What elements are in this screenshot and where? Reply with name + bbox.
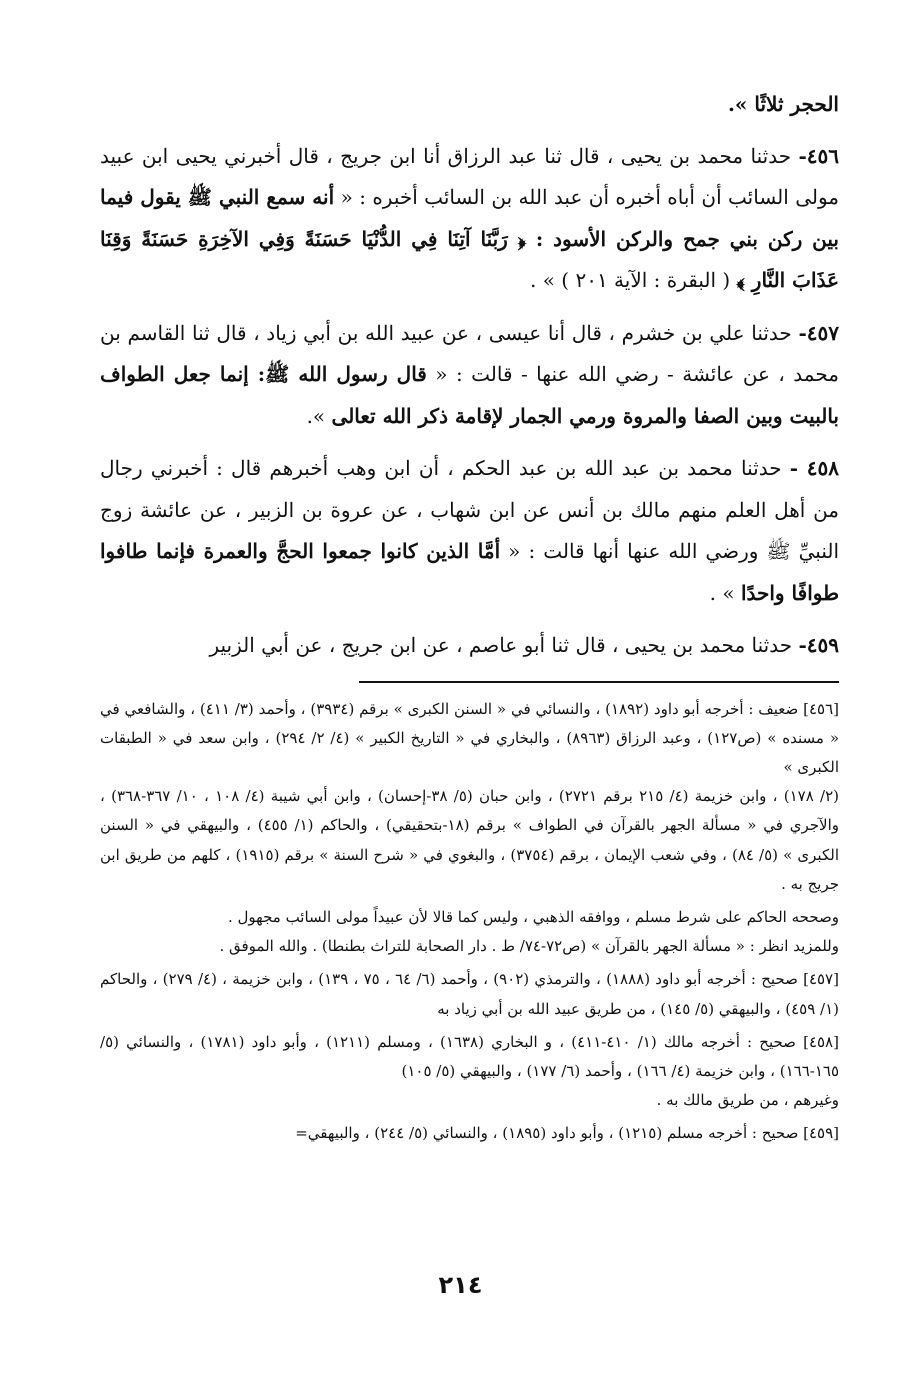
footnote-459: [٤٥٩] صحيح : أخرجه مسلم (١٢١٥) ، وأبو داود (١٨٩٥) ، والنسائي (٥/ ٢٤٤) ، والبيهقي= [295,1124,839,1143]
hadith-closing: ( البقرة : الآية ٢٠١ ) » . [529,268,731,292]
hadith-458 [100,448,839,614]
hadith-narration: حدثنا محمد بن يحيى ، قال ثنا أبو عاصم ، عن ابن جريج ، عن أبي الزبير [209,633,793,657]
hadith-number: ٤٥٨ - [789,456,840,480]
page-number: ٢١٤ [438,1271,483,1299]
hadith-closing: ». [306,403,326,428]
opening-line [100,84,839,126]
hadith-number: ٤٥٦- [798,143,839,168]
footnotes [100,695,839,1149]
hadith-narration: حدثنا علي بن خشرم ، قال أنا عيسى ، عن عبيد الله بن أبي زياد ، قال ثنا القاسم بن محمد ، عن عائشة - رضي الله عنها - قالت : « [100,320,839,386]
footnote-456-part3: وصححه الحاكم على شرط مسلم ، ووافقه الذهبي ، وليس كما قالا لأن عبيداً مولى السائب مجهول . [227,907,839,926]
hadith-closing: » . [709,580,735,605]
hadith-456 [100,136,839,302]
footnote-divider [359,681,839,683]
hadith-narration: حدثنا محمد بن يحيى ، قال ثنا عبد الرزاق أنا ابن جريج ، قال أخبرني يحيى ابن عبيد مولى السائب أن أباه أخبره أن عبد الله بن السائب أخبره : « [100,143,840,209]
hadith-narration: حدثنا محمد بن عبد الله بن عبد الحكم ، أن ابن وهب أخبرهم قال : أخبرني رجال من أهل العلم منهم مالك بن أنس عن ابن شهاب ، عن عروة بن الزبير ، عن عائشة زوج النبيِّ ﷺ ورضي الله عنها أنها قالت : « [100,456,840,563]
opening-text: الحجر ثلاثًا ». [727,92,839,116]
footnote-457: [٤٥٧] صحيح : أخرجه أبو داود (١٨٨٨) ، والترمذي (٩٠٢) ، وأحمد (٦/ ٦٤ ، ٧٥ ، ١٣٩) ، وابن خزيمة ، (٤/ ٢٧٩) ، والحاكم (١/ ٤٥٩) ، والبيهقي (٥/ ١٤٥) ، من طريق عبيد الله بن أبي زياد به [100,970,839,1018]
hadith-quote: أمَّا الذين كانوا جمعوا الحجَّ والعمرة فإنما طافوا طوافًا واحدًا [100,539,839,605]
hadith-459 [100,625,839,667]
footnote-458-part1: [٤٥٨] صحيح : أخرجه مالك (١/ ٤١٠-٤١١) ، و البخاري (١٦٣٨) ، ومسلم (١٢١١) ، وأبو داود (١٧٨١) ، والنسائي (٥/ ١٦٥-١٦٦) ، وابن خزيمة (٤/ ١٦٦) ، وأحمد (٦/ ١٧٧) ، والبيهقي (٥/ ١٠٥) [100,1032,839,1080]
hadith-number: ٤٥٩- [798,633,839,657]
hadith-quote: قال رسول الله ﷺ: إنما جعل الطواف بالبيت وبين الصفا والمروة ورمي الجمار لإقامة ذكر الله تعالى [100,362,839,428]
main-text [100,84,839,667]
footnote-456-part1: [٤٥٦] ضعيف : أخرجه أبو داود (١٨٩٢) ، والنسائي في « السنن الكبرى » برقم (٣٩٣٤) ، وأحمد (٣/ ٤١١) ، والشافعي في « مسنده » (ص١٢٧) ، وعبد الرزاق (٨٩٦٣) ، والبخاري في « التاريخ الكبير » (٤/ ٢/ ٢٩٤) ، وابن سعد في « الطبقات الكبرى » [100,699,840,776]
footnote-458-part2: وغيرهم ، من طريق مالك به . [656,1091,839,1110]
hadith-457 [100,313,839,438]
hadith-number: ٤٥٧- [798,320,839,345]
footnote-456-part2: (٢/ ١٧٨) ، وابن خزيمة (٤/ ٢١٥ برقم ٢٧٢١) ، وابن حبان (٥/ ٣٨-إحسان) ، وابن أبي شيبة (٤/ ١٠٨ ، ١٠/ ٣٦٧-٣٦٨) ، والآجري في « مسألة الجهر بالقرآن في الطواف » برقم (١٨-بتحقيقي) ، والحاكم (١/ ٤٥٥) ، والبيهقي في « السنن الكبرى » (٥/ ٨٤) ، وفي شعب الإيمان ، برقم (٣٧٥٤) ، والبغوي في « شرح السنة » برقم (١٩١٥) ، كلهم من طريق ابن جريج به . [100,787,839,893]
book-page [100,84,839,1374]
hadith-quote: أنه سمع النبي ﷺ يقول فيما بين ركن بني جمح والركن الأسود : ﴿ رَبَّنَا آتِنَا فِي الدُّنْيَا حَسَنَةً وَفِي الآخِرَةِ حَسَنَةً وَقِنَا عَذَابَ النَّارِ ﴾ [100,185,839,292]
footnote-456-part4: وللمزيد انظر : « مسألة الجهر بالقرآن » (ص٧٢-٧٤/ ط . دار الصحابة للتراث بطنطا) . والله الموفق . [219,937,839,956]
